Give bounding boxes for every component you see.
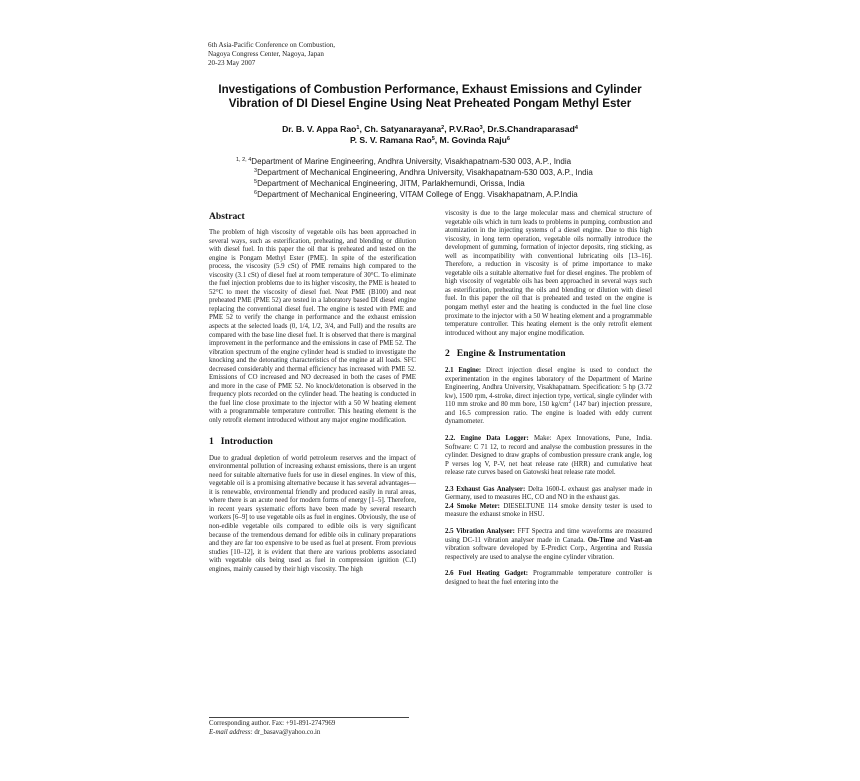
conference-info xyxy=(208,41,335,68)
conference-dates: 20-23 May 2007 xyxy=(208,59,256,67)
abstract-heading: Abstract xyxy=(209,211,245,222)
affiliation-text: Department of Mechanical Engineering, Andhra University, Visakhapatnam-530 003, A.P., India xyxy=(257,168,593,177)
left-column xyxy=(209,210,416,574)
affiliation-list xyxy=(236,156,593,200)
unit-superscript: 2 xyxy=(568,399,572,406)
section-number: 2 xyxy=(445,348,450,360)
corresponding-author-fax: Corresponding author. Fax: +91-891-2747969 xyxy=(209,720,336,727)
subsection-2-1 xyxy=(445,367,652,427)
affiliation-text: Department of Mechanical Engineering, VITAM College of Engg. Visakhapatnam, A.P.India xyxy=(257,190,578,199)
author-line-1 xyxy=(200,124,660,135)
software-name: Vast-an xyxy=(629,536,652,544)
section-2-heading xyxy=(445,348,652,360)
email-label: E-mail address: xyxy=(209,728,253,736)
subsection-label: 2.2. Engine Data Logger: xyxy=(445,435,529,443)
affiliation-item xyxy=(254,167,593,178)
introduction-body: Due to gradual depletion of world petroleum reserves and the impact of environmental pollution of increasing exhaust emissions, there is an urgent need for suitable alternative fuels for use in diesel engines. In view of this, vegetable oil is a promising alternative because it has several advantages—it is renewable, environmental friendly and produced easily in rural areas, where there is an acute need for modern forms of energy [1–5]. Therefore, in recent years systematic efforts have been made by several research workers [6–9] to use vegetable oils as fuel in engines. Obviously, the use of non-edible vegetable oils compared to edible oils is very significant because of the tremendous demand for edible oils in culinary preparations and they are far too expensive to be used as fuel at present. From previous studies [10–12], it is evident that there are various problems associated with vegetable oils being used as fuel in compression ignition (C.I) engines, mainly caused by their high viscosity. The high xyxy=(209,454,416,573)
subsection-text: FFT Spectra and time waveforms are measured using DC-11 vibration analyser made in Canada. xyxy=(445,527,653,544)
affiliation-marker: 1, 2, 4 xyxy=(236,157,252,163)
subsection-label: 2.3 Exhaust Gas Analyser: xyxy=(445,485,526,493)
author-name: , M. Govinda Raju xyxy=(434,135,507,145)
author-affil-marker: 6 xyxy=(506,136,510,142)
conference-name: 6th Asia-Pacific Conference on Combustion, xyxy=(208,41,336,49)
author-affil-marker: 5 xyxy=(431,136,435,142)
subsection-2-6 xyxy=(445,570,652,587)
affiliation-marker: 5 xyxy=(254,179,258,185)
corresponding-author-email xyxy=(209,729,409,738)
paper-title xyxy=(200,83,660,111)
subsection-text: vibration software developed by E-Predict Corp., Argentina and Russia respectively are used to analyse the engine cylinder vibration. xyxy=(445,545,652,561)
affiliation-item xyxy=(254,189,593,200)
subsection-2-3 xyxy=(445,486,652,503)
software-name: On-Time xyxy=(587,536,615,544)
subsection-text: Make: Apex Innovations, Pune, India. Software: C 71 12, to record and analyse the combustion pressures in the cylinder. Designed to draw graphs of combustion pressure crank angle, log P verses log V, P-V, net heat release rate (HRR) and cumulative heat release rate curves based on Gatowski heat release rate model. xyxy=(445,435,652,477)
author-affil-marker: 2 xyxy=(441,125,445,131)
author-affil-marker: 3 xyxy=(479,125,483,131)
introduction-continued: viscosity is due to the large molecular mass and chemical structure of vegetable oils which in turn leads to problems in pumping, combustion and atomization in the injecting systems of a diesel engine. Due to this high viscosity, in long term operation, vegetable oils normally introduce the development of gumming, formation of injector deposits, ring sticking, as well as incompatibility with conventional lubricating oils [13–16]. Therefore, a reduction in viscosity is of prime importance to make vegetable oils a suitable alternative fuel for diesel engines. The problem of high viscosity of vegetable oils has been approached in several ways such as esterification, preheating the oils and blending or dilution with diesel fuel. In this paper the oil that is preheated and tested on the engine is pongam methyl ester and the heating is conducted in the fuel line close proximate to the injector with a 50 W heating element and a programmable temperature controller. This heating element is the only retrofit element introduced without any major engine modification. xyxy=(445,210,652,337)
affiliation-marker: 3 xyxy=(254,168,258,174)
corresponding-author-footnote xyxy=(209,717,409,737)
introduction-heading xyxy=(209,436,416,448)
conference-venue: Nagoya Congress Center, Nagoya, Japan xyxy=(208,50,324,58)
subsection-2-4 xyxy=(445,503,652,520)
subsection-label: 2.1 Engine: xyxy=(445,367,482,375)
author-list xyxy=(200,124,660,146)
section-title: Engine & Instrumentation xyxy=(456,348,566,360)
paper-title-line-1: Investigations of Combustion Performance, Exhaust Emissions and Cylinder xyxy=(218,83,642,96)
author-name: P. S. V. Ramana Rao xyxy=(350,135,432,145)
subsection-label: 2.5 Vibration Analyser: xyxy=(445,527,515,535)
subsection-text: DIESELTUNE 114 smoke density tester is used to measure the exhaust smoke in HSU. xyxy=(445,502,652,519)
subsection-text: Delta 1600-L exhaust gas analyser made in Germany, used to measures HC, CO and NO in the exhaust gas. xyxy=(445,485,652,502)
author-name: , Dr.S.Chandraparasad xyxy=(482,124,575,134)
author-affil-marker: 4 xyxy=(574,125,578,131)
author-name: , P.V.Rao xyxy=(444,124,480,134)
author-name: Dr. B. V. Appa Rao xyxy=(282,124,357,134)
author-name: , Ch. Satyanarayana xyxy=(359,124,442,134)
right-column xyxy=(445,210,652,587)
subsection-2-2 xyxy=(445,435,652,478)
subsection-text: Direct injection diesel engine is used to conduct the experimentation in the engines laboratory of the Department of Marine Engineering, Andhra University, Visakhapatnam. Specification: 5 hp (3.72 kw), 1500 rpm, 4-stroke, direct injection type, vertical, single cylinder with 110 mm stroke and 80 mm bore, 150 kg/cm xyxy=(445,367,652,409)
affiliation-text: Department of Mechanical Engineering, JITM, Parlakhemundi, Orissa, India xyxy=(257,179,525,188)
affiliation-text: Department of Marine Engineering, Andhra University, Visakhapatnam-530 003, A.P., India xyxy=(251,157,572,166)
paper-title-line-2: Vibration of DI Diesel Engine Using Neat Preheated Pongam Methyl Ester xyxy=(228,97,632,110)
section-title: Introduction xyxy=(220,435,273,447)
subsection-label: 2.4 Smoke Meter: xyxy=(445,502,500,510)
subsection-text: Programmable temperature controller is designed to heat the fuel entering into the xyxy=(445,570,652,586)
subsection-2-5 xyxy=(445,528,652,562)
section-number: 1 xyxy=(209,435,214,447)
author-affil-marker: 1 xyxy=(356,125,360,131)
abstract-body: The problem of high viscosity of vegetable oils has been approached in several ways, such as esterification, preheating, and blending or dilution with diesel fuel. In this paper the oil that is preheated and tested on the engine is Pongam Methyl Ester (PME). In spite of the esterification process, the viscosity (5.9 cSt) of PME remains high compared to the viscosity (3.1 cSt) of diesel fuel at room temperature of 30°C. To eliminate the fuel injection problems due to its higher viscosity, the PME is heated to 52°C to meet the viscosity of diesel fuel. Neat PME (B100) and neat preheated PME (PME 52) are tested in a laboratory based DI diesel engine replacing the conventional diesel fuel. The engine is tested with PME and PME 52 to verify the change in performance and the exhaust emission aspects at the selected loads (0, 1/4, 1/2, 3/4, and Full) and the results are compared with the base line diesel fuel. It is observed that there is marginal improvement in the performance and the emissions in case of PME 52. The vibration spectrum of the engine cylinder head is studied to investigate the knocking and the detonating characteristics of the engine at all loads. SFC decreased considerably and thermal efficiency has increased with PME 52. Emissions of CO increased and NO decreased in both the cases of PME and more in the case of PME 52. No knock/detonation is observed in the frequency plots recorded on the cylinder head. The heating is conducted in the fuel line close proximate to the injector with a 50 W heating element with a programmable temperature controller. This heating element is the only retrofit element introduced without any major engine modification. xyxy=(209,229,416,425)
author-line-2 xyxy=(200,135,660,146)
subsection-text: and xyxy=(617,536,627,544)
email-value: dr_basava@yahoo.co.in xyxy=(254,728,321,736)
affiliation-item xyxy=(236,156,593,167)
subsection-label: 2.6 Fuel Heating Gadget: xyxy=(445,570,529,578)
subsection-text: (147 bar) injection pressure, and 16.5 compression ratio. The engine is loaded with eddy current dynamometer. xyxy=(445,401,652,426)
affiliation-marker: 6 xyxy=(254,190,258,196)
affiliation-item xyxy=(254,178,593,189)
